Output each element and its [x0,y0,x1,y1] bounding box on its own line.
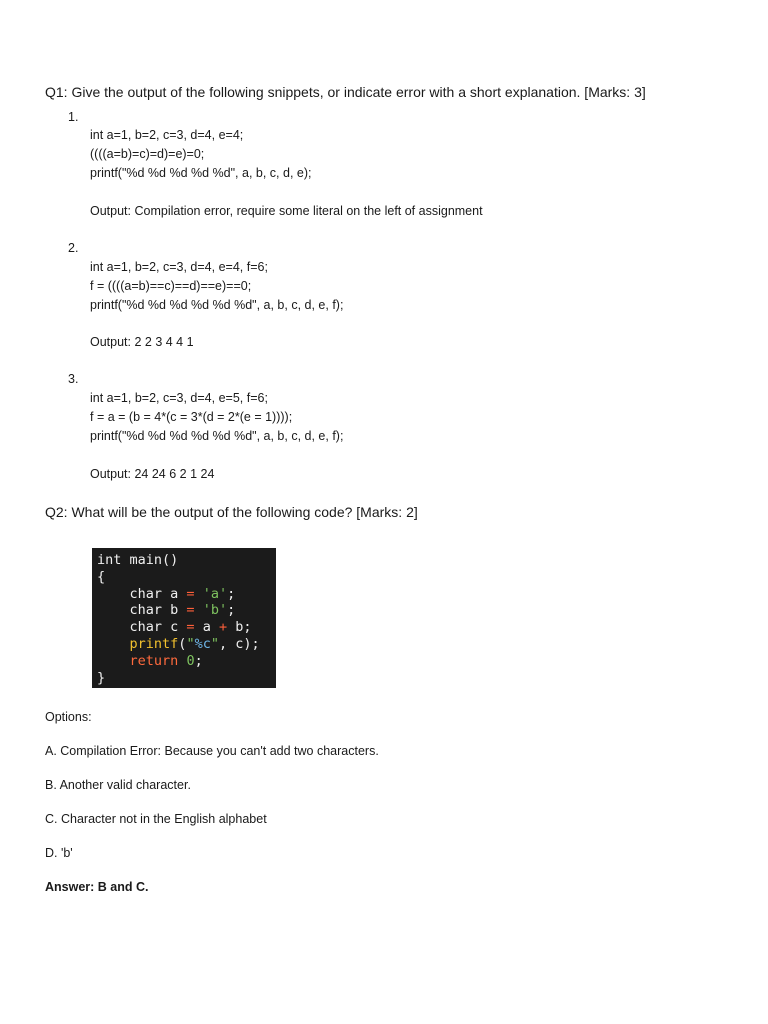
option-b: B. Another valid character. [45,778,191,792]
q1-item-1-output: Output: Compilation error, require some literal on the left of assignment [90,204,483,218]
q1-item-1-number: 1. [68,110,79,124]
code-line: char b = 'b'; [129,602,236,619]
code-line: return 0; [129,652,203,669]
code-line: char c = a + b; [129,619,252,636]
option-a: A. Compilation Error: Because you can't add two characters. [45,744,379,758]
q1-item-1-code-line: ((((a=b)=c)=d)=e)=0; [90,147,205,161]
code-line: } [97,669,106,686]
q1-item-3-code-line: int a=1, b=2, c=3, d=4, e=5, f=6; [90,391,268,405]
q1-heading: Q1: Give the output of the following snippets, or indicate error with a short explanation. [Marks: 3] [45,84,646,100]
code-line: { [97,568,106,585]
answer: Answer: B and C. [45,880,149,894]
q1-item-2-code-line: printf("%d %d %d %d %d %d", a, b, c, d, e, f); [90,298,344,312]
code-line: printf("%c", c); [129,635,260,652]
q1-item-3-number: 3. [68,372,79,386]
q1-item-1-code-line: printf("%d %d %d %d %d", a, b, c, d, e); [90,166,312,180]
q1-item-3-code-line: f = a = (b = 4*(c = 3*(d = 2*(e = 1)))); [90,410,293,424]
q1-item-1-code-line: int a=1, b=2, c=3, d=4, e=4; [90,128,244,142]
options-label: Options: [45,710,92,724]
code-screenshot [92,548,276,688]
code-line: int main() [97,552,179,568]
q2-heading: Q2: What will be the output of the following code? [Marks: 2] [45,504,418,520]
option-d: D. 'b' [45,846,73,860]
q1-item-3-code-line: printf("%d %d %d %d %d %d", a, b, c, d, e, f); [90,429,344,443]
option-c: C. Character not in the English alphabet [45,812,267,826]
q1-item-2-code-line: int a=1, b=2, c=3, d=4, e=4, f=6; [90,260,268,274]
q1-item-2-number: 2. [68,241,79,255]
q1-item-3-output: Output: 24 24 6 2 1 24 [90,467,215,481]
code-line: char a = 'a'; [129,585,236,602]
q1-item-2-code-line: f = ((((a=b)==c)==d)==e)==0; [90,279,252,293]
q1-item-2-output: Output: 2 2 3 4 4 1 [90,335,194,349]
